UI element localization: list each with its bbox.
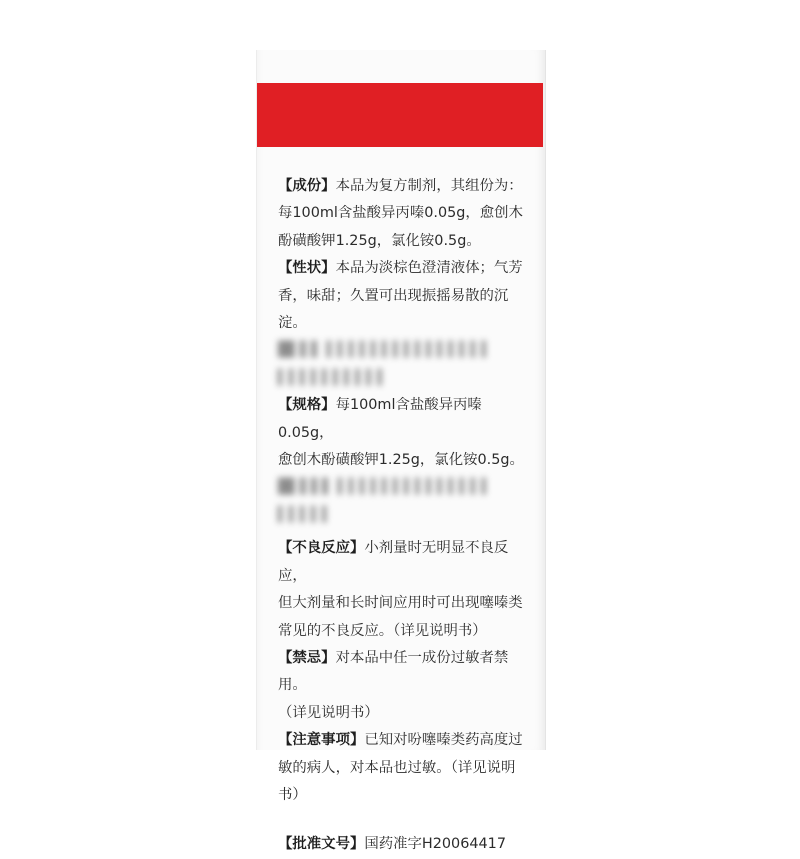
- approval-number: 国药准字H20064417: [364, 836, 506, 853]
- red-band: [257, 83, 543, 147]
- section-heading: 【禁忌】: [278, 649, 336, 666]
- text-line: 常见的不良反应。（详见说明书）: [278, 622, 487, 639]
- text-line: 本品为淡棕色澄清液体；气芳: [335, 260, 523, 277]
- section-appearance: [278, 255, 534, 337]
- blurred-section-1: █▌▌▌ ▍▍▍▍▍▍▍▍▍▍▍▍▍▍▍ ▍▍▍▍▍▍▍▍▍▍: [278, 342, 493, 386]
- section-heading: 【性状】: [278, 260, 336, 277]
- text-line: 本品为复方制剂，其组份为：: [335, 178, 523, 194]
- label-text: [278, 173, 534, 859]
- section-contraindications: [278, 645, 534, 727]
- section-adverse-reactions: [278, 535, 534, 645]
- text-line: 酚磺酸钾1.25g，氯化铵0.5g。: [278, 232, 481, 249]
- section-heading: 【不良反应】: [278, 540, 365, 557]
- section-approval-number: [278, 831, 534, 858]
- section-heading: 【成份】: [278, 178, 336, 194]
- section-heading: 【规格】: [278, 397, 336, 414]
- section-specification: [278, 392, 534, 474]
- text-line: 每100ml含盐酸异丙嗪0.05g，: [278, 397, 482, 441]
- blurred-section-2: █▌▌▌▌ ▍▍▍▍▍▍▍▍▍▍▍▍▍▍ ▍▍▍▍▍: [278, 479, 493, 523]
- text-line: 对本品中任一成份过敏者禁用。: [278, 649, 509, 694]
- section-ingredients: [278, 173, 534, 255]
- text-line: （详见说明书）: [278, 704, 379, 721]
- text-line: 书）: [278, 786, 307, 803]
- text-line: 小剂量时无明显不良反应，: [278, 540, 509, 584]
- text-line: 但大剂量和长时间应用时可出现噻嗪类: [278, 595, 523, 612]
- section-heading: 【批准文号】: [278, 836, 365, 853]
- section-heading: 【注意事项】: [278, 732, 365, 749]
- text-line: 敏的病人，对本品也过敏。（详见说明: [278, 759, 516, 776]
- section-precautions: [278, 727, 534, 809]
- text-line: 每100ml含盐酸异丙嗪0.05g，愈创木: [278, 205, 523, 222]
- text-line: 香，味甜；久置可出现振摇易散的沉淀。: [278, 287, 509, 332]
- text-line: 已知对吩噻嗪类药高度过: [364, 732, 523, 749]
- text-line: 愈创木酚磺酸钾1.25g，氯化铵0.5g。: [278, 452, 524, 469]
- package-side-panel: [256, 50, 546, 853]
